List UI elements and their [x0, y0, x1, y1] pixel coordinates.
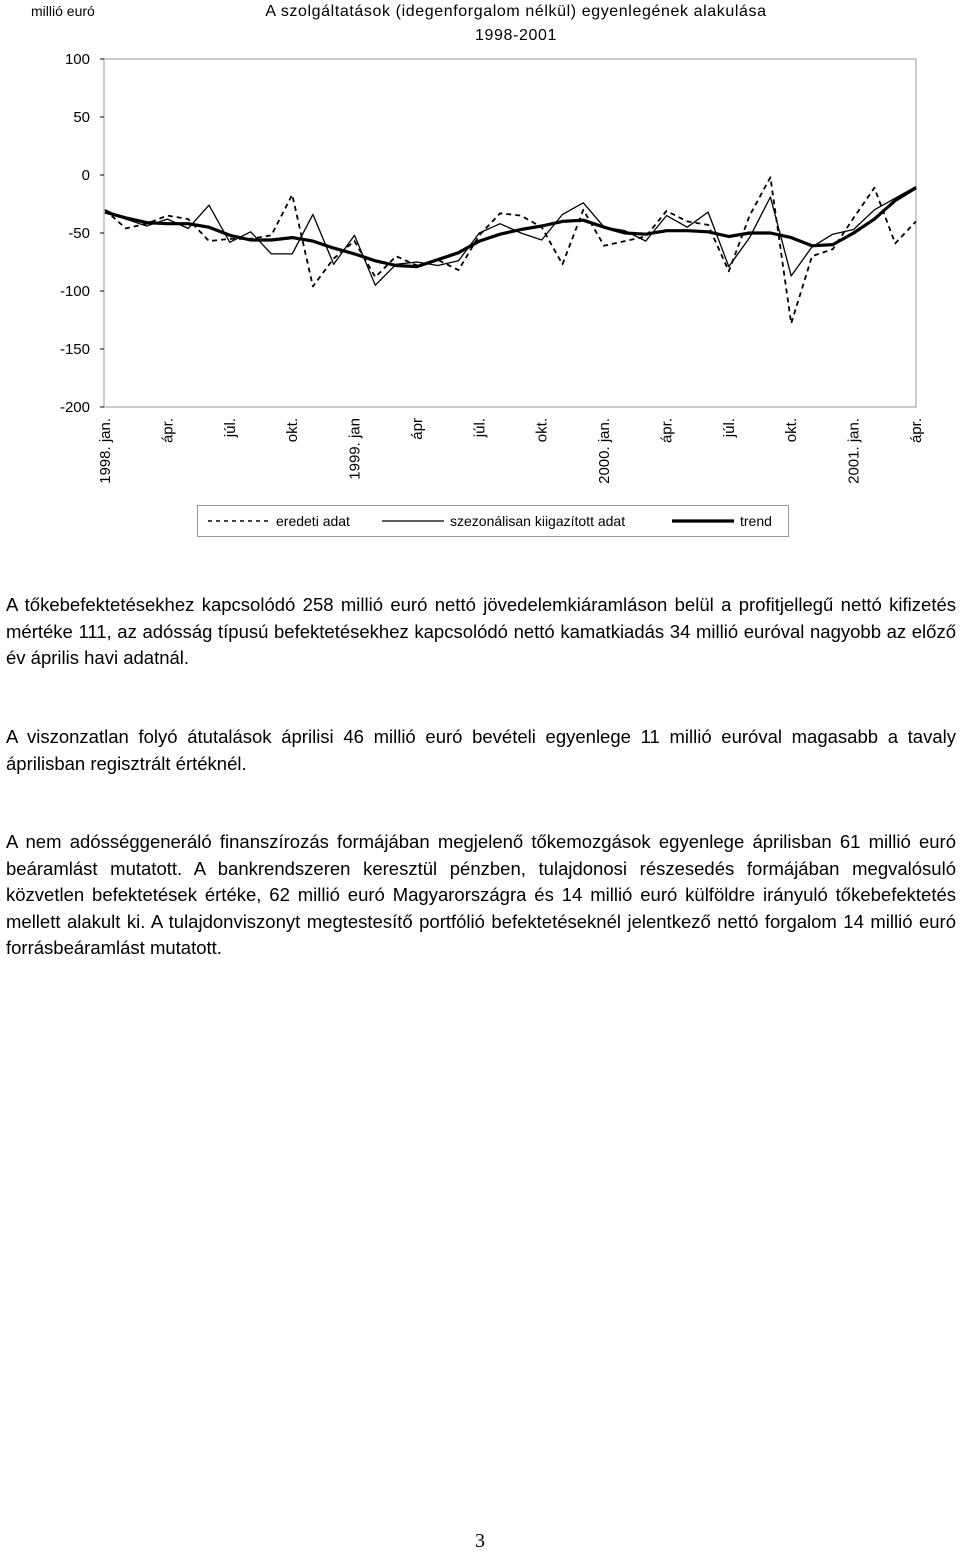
x-tick-label: júl.	[221, 418, 239, 438]
paragraph-2: A viszonzatlan folyó átutalások áprilisi 46 millió euró bevételi egyenlege 11 millió euróval magasabb a tavaly áprilisban regisztrált értéknél.	[6, 726, 956, 774]
legend-swatch-thick	[672, 518, 734, 524]
x-tick-label: 1999. jan	[346, 418, 364, 480]
x-tick-label: ápr.	[908, 418, 925, 444]
series-line-trend	[105, 188, 916, 267]
legend-label-trend: trend	[740, 513, 772, 529]
line-chart	[0, 0, 960, 500]
page-number: 3	[475, 1530, 485, 1552]
x-axis-ticks	[97, 418, 925, 484]
x-tick-label: júl.	[720, 418, 738, 438]
legend-item-szezonalis	[382, 513, 625, 529]
y-tick-label: 100	[64, 51, 90, 68]
legend-label-szezonalis: szezonálisan kiigazított adat	[450, 513, 626, 529]
y-tick-label: 50	[73, 109, 90, 126]
legend-label-eredeti: eredeti adat	[276, 513, 350, 529]
series-line-eredeti	[105, 177, 916, 323]
y-tick-label: -50	[68, 225, 90, 242]
chart-legend	[197, 505, 789, 537]
x-tick-label: okt.	[533, 418, 551, 443]
y-tick-label: -200	[59, 399, 90, 416]
x-tick-label: 2001. jan.	[845, 418, 863, 484]
legend-swatch-dashed	[208, 518, 270, 524]
y-axis-ticks	[60, 51, 104, 416]
y-tick-label: -100	[59, 283, 90, 300]
x-tick-label: ápr	[408, 418, 426, 440]
paragraph-3: A nem adósséggeneráló finanszírozás formájában megjelenő tőkemozgások egyenlege áprilisban 61 millió euró beáramlást mutatott. A bankrendszeren keresztül pénzben, tulajdonosi részesedés formájában megvalósuló közvetlen befektetések értéke, 62 millió euró Magyarországra és 14 millió euró külföldre irányuló tőkebefektetés mellett alakult ki. A tulajdonviszonyt megtestesítő portfólió befektetéseknél jelentkező nettó forgalom 14 millió euró forrásbeáramlást mutatott.	[6, 831, 956, 958]
x-tick-label: okt.	[783, 418, 801, 443]
x-tick-label: 2000. jan.	[596, 418, 614, 484]
legend-swatch-thin	[382, 518, 444, 524]
x-tick-label: júl.	[471, 418, 489, 438]
paragraph-1: A tőkebefektetésekhez kapcsolódó 258 millió euró nettó jövedelemkiáramláson belül a profitjellegű nettó kifizetés mértéke 111, az adósság típusú befektetésekhez kapcsolódó nettó kamatkiadás 34 millió euróval nagyobb az előző év április havi adatnál.	[6, 594, 956, 668]
legend-item-eredeti	[208, 513, 350, 529]
x-tick-label: okt.	[284, 418, 302, 443]
chart-title-line1: A szolgáltatások (idegenforgalom nélkül) egyenlegének alakulása	[265, 3, 767, 20]
y-tick-label: -150	[59, 341, 90, 358]
y-axis-unit-label: millió euró	[31, 3, 95, 19]
chart-title-line2: 1998-2001	[475, 27, 557, 44]
y-tick-label: 0	[81, 167, 90, 184]
series-layer	[105, 177, 916, 323]
x-tick-label: 1998. jan.	[97, 418, 114, 484]
x-tick-label: ápr.	[159, 418, 177, 444]
series-line-szezonalis	[105, 187, 916, 286]
x-tick-label: ápr.	[658, 418, 676, 444]
legend-item-trend	[672, 513, 772, 529]
